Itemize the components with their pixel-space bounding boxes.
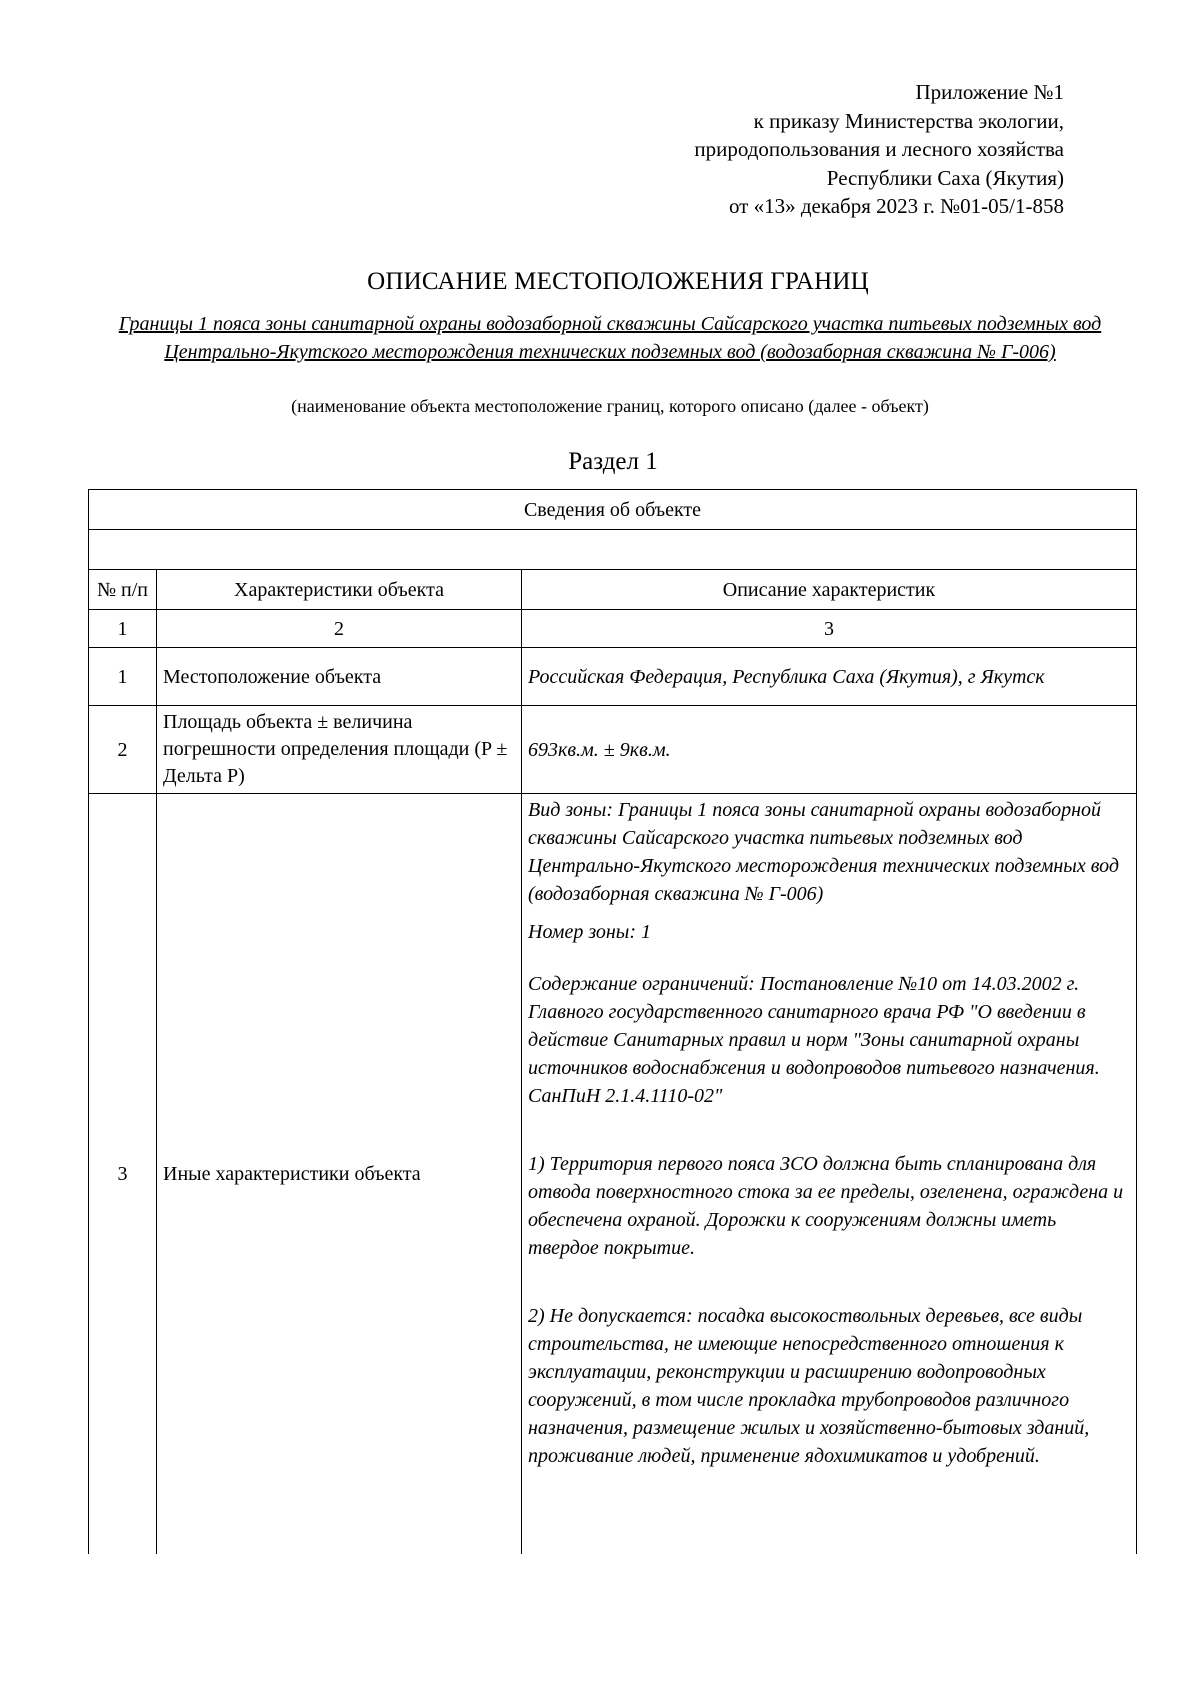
table-row bbox=[89, 794, 1137, 1554]
restriction-item: 2) Не допускается: посадка высокоствольных деревьев, все виды строительства, не имеющие непосредственного отношения к эксплуатации, реконструкции и расширению водопроводных сооружений, в том числе прокладка трубопроводов различного назначения, размещение жилых и хозяйственно-бытовых зданий, проживание людей, применение ядохимикатов и удобрений. bbox=[528, 1305, 1090, 1467]
row-characteristic: Местоположение объекта bbox=[157, 648, 522, 706]
table-empty-row bbox=[89, 530, 1137, 570]
appendix-line: от «13» декабря 2023 г. №01-05/1-858 bbox=[728, 194, 1064, 218]
restriction-item: 1) Территория первого пояса ЗСО должна быть спланирована для отвода поверхностного стока за ее пределы, озеленена, ограждена и обеспечена охраной. Дорожки к сооружениям должны иметь твердое покрытие. bbox=[528, 1153, 1124, 1259]
table-row bbox=[89, 648, 1137, 706]
table-caption: Сведения об объекте bbox=[89, 490, 1137, 530]
column-number: 3 bbox=[522, 610, 1137, 648]
row-number: 3 bbox=[89, 794, 157, 1554]
row-number: 1 bbox=[89, 648, 157, 706]
row-characteristic: Иные характеристики объекта bbox=[157, 794, 522, 1554]
row-number: 2 bbox=[89, 706, 157, 794]
document-title: ОПИСАНИЕ МЕСТОПОЛОЖЕНИЯ ГРАНИЦ bbox=[367, 268, 869, 295]
zone-type-text: Вид зоны: Границы 1 пояса зоны санитарной охраны водозаборной скважины Сайсарского участка питьевых подземных вод Центрально-Якутского месторождения технических подземных вод (водозаборная скважина № Г-006) bbox=[528, 799, 1119, 905]
header-num: № п/п bbox=[89, 570, 157, 610]
row-description: 693кв.м. ± 9кв.м. bbox=[522, 706, 1137, 794]
header-characteristic: Характеристики объекта bbox=[157, 570, 522, 610]
appendix-line: к приказу Министерства экологии, bbox=[753, 108, 1064, 133]
column-numbers-row bbox=[89, 610, 1137, 648]
object-name: Границы 1 пояса зоны санитарной охраны водозаборной скважины Сайсарского участка питьевых подземных вод Центрально-Якутского месторождения технических подземных вод (водозаборная скважина № Г-006) bbox=[118, 313, 1102, 363]
table-header-row bbox=[89, 570, 1137, 610]
row-characteristic: Площадь объекта ± величина погрешности определения площади (P ± Дельта P) bbox=[157, 706, 522, 794]
zone-number-text: Номер зоны: 1 bbox=[528, 921, 651, 943]
header-description: Описание характеристик bbox=[522, 570, 1137, 610]
object-info-table bbox=[88, 489, 1137, 1554]
appendix-line: природопользования и лесного хозяйства bbox=[694, 137, 1064, 161]
appendix-block bbox=[694, 78, 1064, 221]
table-caption-row bbox=[89, 490, 1137, 530]
section-title: Раздел 1 bbox=[568, 448, 658, 475]
column-number: 1 bbox=[89, 610, 157, 648]
appendix-line: Республики Саха (Якутия) bbox=[826, 165, 1064, 190]
row-description bbox=[522, 794, 1137, 1554]
restrictions-text: Содержание ограничений: Постановление №10 от 14.03.2002 г. Главного государственного санитарного врача РФ "О введении в действие Санитарных правил и норм "Зоны санитарной охраны источников водоснабжения и водопроводов питьевого назначения. СанПиН 2.1.4.1110-02" bbox=[528, 973, 1100, 1107]
row-description: Российская Федерация, Республика Саха (Якутия), г Якутск bbox=[522, 648, 1137, 706]
object-name-note: (наименование объекта местоположение границ, которого описано (далее - объект) bbox=[291, 396, 929, 416]
appendix-line: Приложение №1 bbox=[915, 80, 1064, 104]
table-row bbox=[89, 706, 1137, 794]
column-number: 2 bbox=[157, 610, 522, 648]
empty-cell bbox=[89, 530, 1137, 570]
